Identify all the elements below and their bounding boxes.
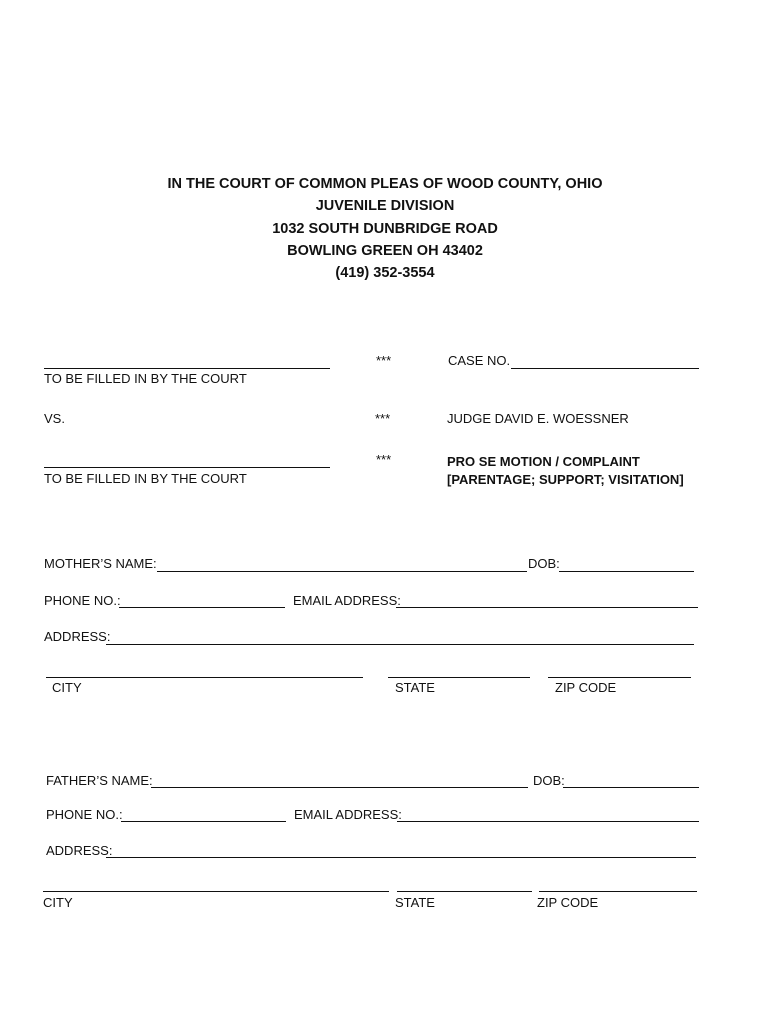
court-street: 1032 SOUTH DUNBRIDGE ROAD — [272, 220, 498, 237]
mother-dob-label: DOB: — [528, 556, 560, 571]
motion-title: PRO SE MOTION / COMPLAINT — [447, 454, 640, 469]
mother-zip-label: ZIP CODE — [555, 680, 617, 695]
vs-label: VS. — [44, 411, 65, 426]
father-state-label: STATE — [395, 895, 435, 910]
father-dob-field[interactable] — [563, 787, 699, 788]
court-header — [0, 173, 770, 284]
mother-email-field[interactable] — [396, 607, 698, 608]
party1-label: TO BE FILLED IN BY THE COURT — [44, 371, 247, 386]
court-phone: (419) 352-3554 — [335, 265, 435, 282]
mother-city-label: CITY — [52, 680, 82, 695]
father-dob-label: DOB: — [533, 773, 565, 788]
father-email-label: EMAIL ADDRESS: — [294, 807, 402, 822]
court-city: BOWLING GREEN OH 43402 — [287, 242, 483, 259]
father-city-label: CITY — [43, 895, 73, 910]
father-name-field[interactable] — [151, 787, 528, 788]
father-address-label: ADDRESS: — [46, 843, 113, 858]
father-phone-label: PHONE NO.: — [46, 807, 123, 822]
mother-address-label: ADDRESS: — [44, 629, 111, 644]
father-email-field[interactable] — [397, 821, 699, 822]
party2-label: TO BE FILLED IN BY THE COURT — [44, 471, 247, 486]
mother-city-field[interactable] — [46, 677, 363, 678]
mother-name-field[interactable] — [157, 571, 527, 572]
court-name: IN THE COURT OF COMMON PLEAS OF WOOD COUNTY, OHIO — [167, 176, 603, 192]
party2-blank[interactable] — [44, 467, 330, 468]
case-no-label: CASE NO. — [448, 353, 511, 368]
motion-subtitle: [PARENTAGE; SUPPORT; VISITATION] — [447, 472, 684, 487]
father-address-field[interactable] — [106, 857, 696, 858]
father-zip-label: ZIP CODE — [537, 895, 599, 910]
party1-blank[interactable] — [44, 368, 330, 369]
division-name: JUVENILE DIVISION — [315, 198, 455, 215]
caption-stars-1: *** — [376, 353, 392, 368]
mother-name-label: MOTHER’S NAME: — [44, 556, 157, 571]
case-no-blank[interactable] — [511, 368, 699, 369]
mother-address-field[interactable] — [106, 644, 694, 645]
mother-dob-field[interactable] — [559, 571, 694, 572]
mother-phone-label: PHONE NO.: — [44, 593, 121, 608]
mother-email-label: EMAIL ADDRESS: — [293, 593, 401, 608]
father-city-field[interactable] — [43, 891, 389, 892]
caption-stars-2: *** — [375, 411, 391, 426]
mother-state-field[interactable] — [388, 677, 530, 678]
father-state-field[interactable] — [397, 891, 532, 892]
caption-stars-3: *** — [376, 452, 392, 467]
mother-zip-field[interactable] — [548, 677, 691, 678]
father-phone-field[interactable] — [121, 821, 286, 822]
mother-state-label: STATE — [395, 680, 435, 695]
father-zip-field[interactable] — [539, 891, 697, 892]
mother-phone-field[interactable] — [119, 607, 285, 608]
judge-name: JUDGE DAVID E. WOESSNER — [447, 411, 629, 426]
father-name-label: FATHER’S NAME: — [46, 773, 153, 788]
